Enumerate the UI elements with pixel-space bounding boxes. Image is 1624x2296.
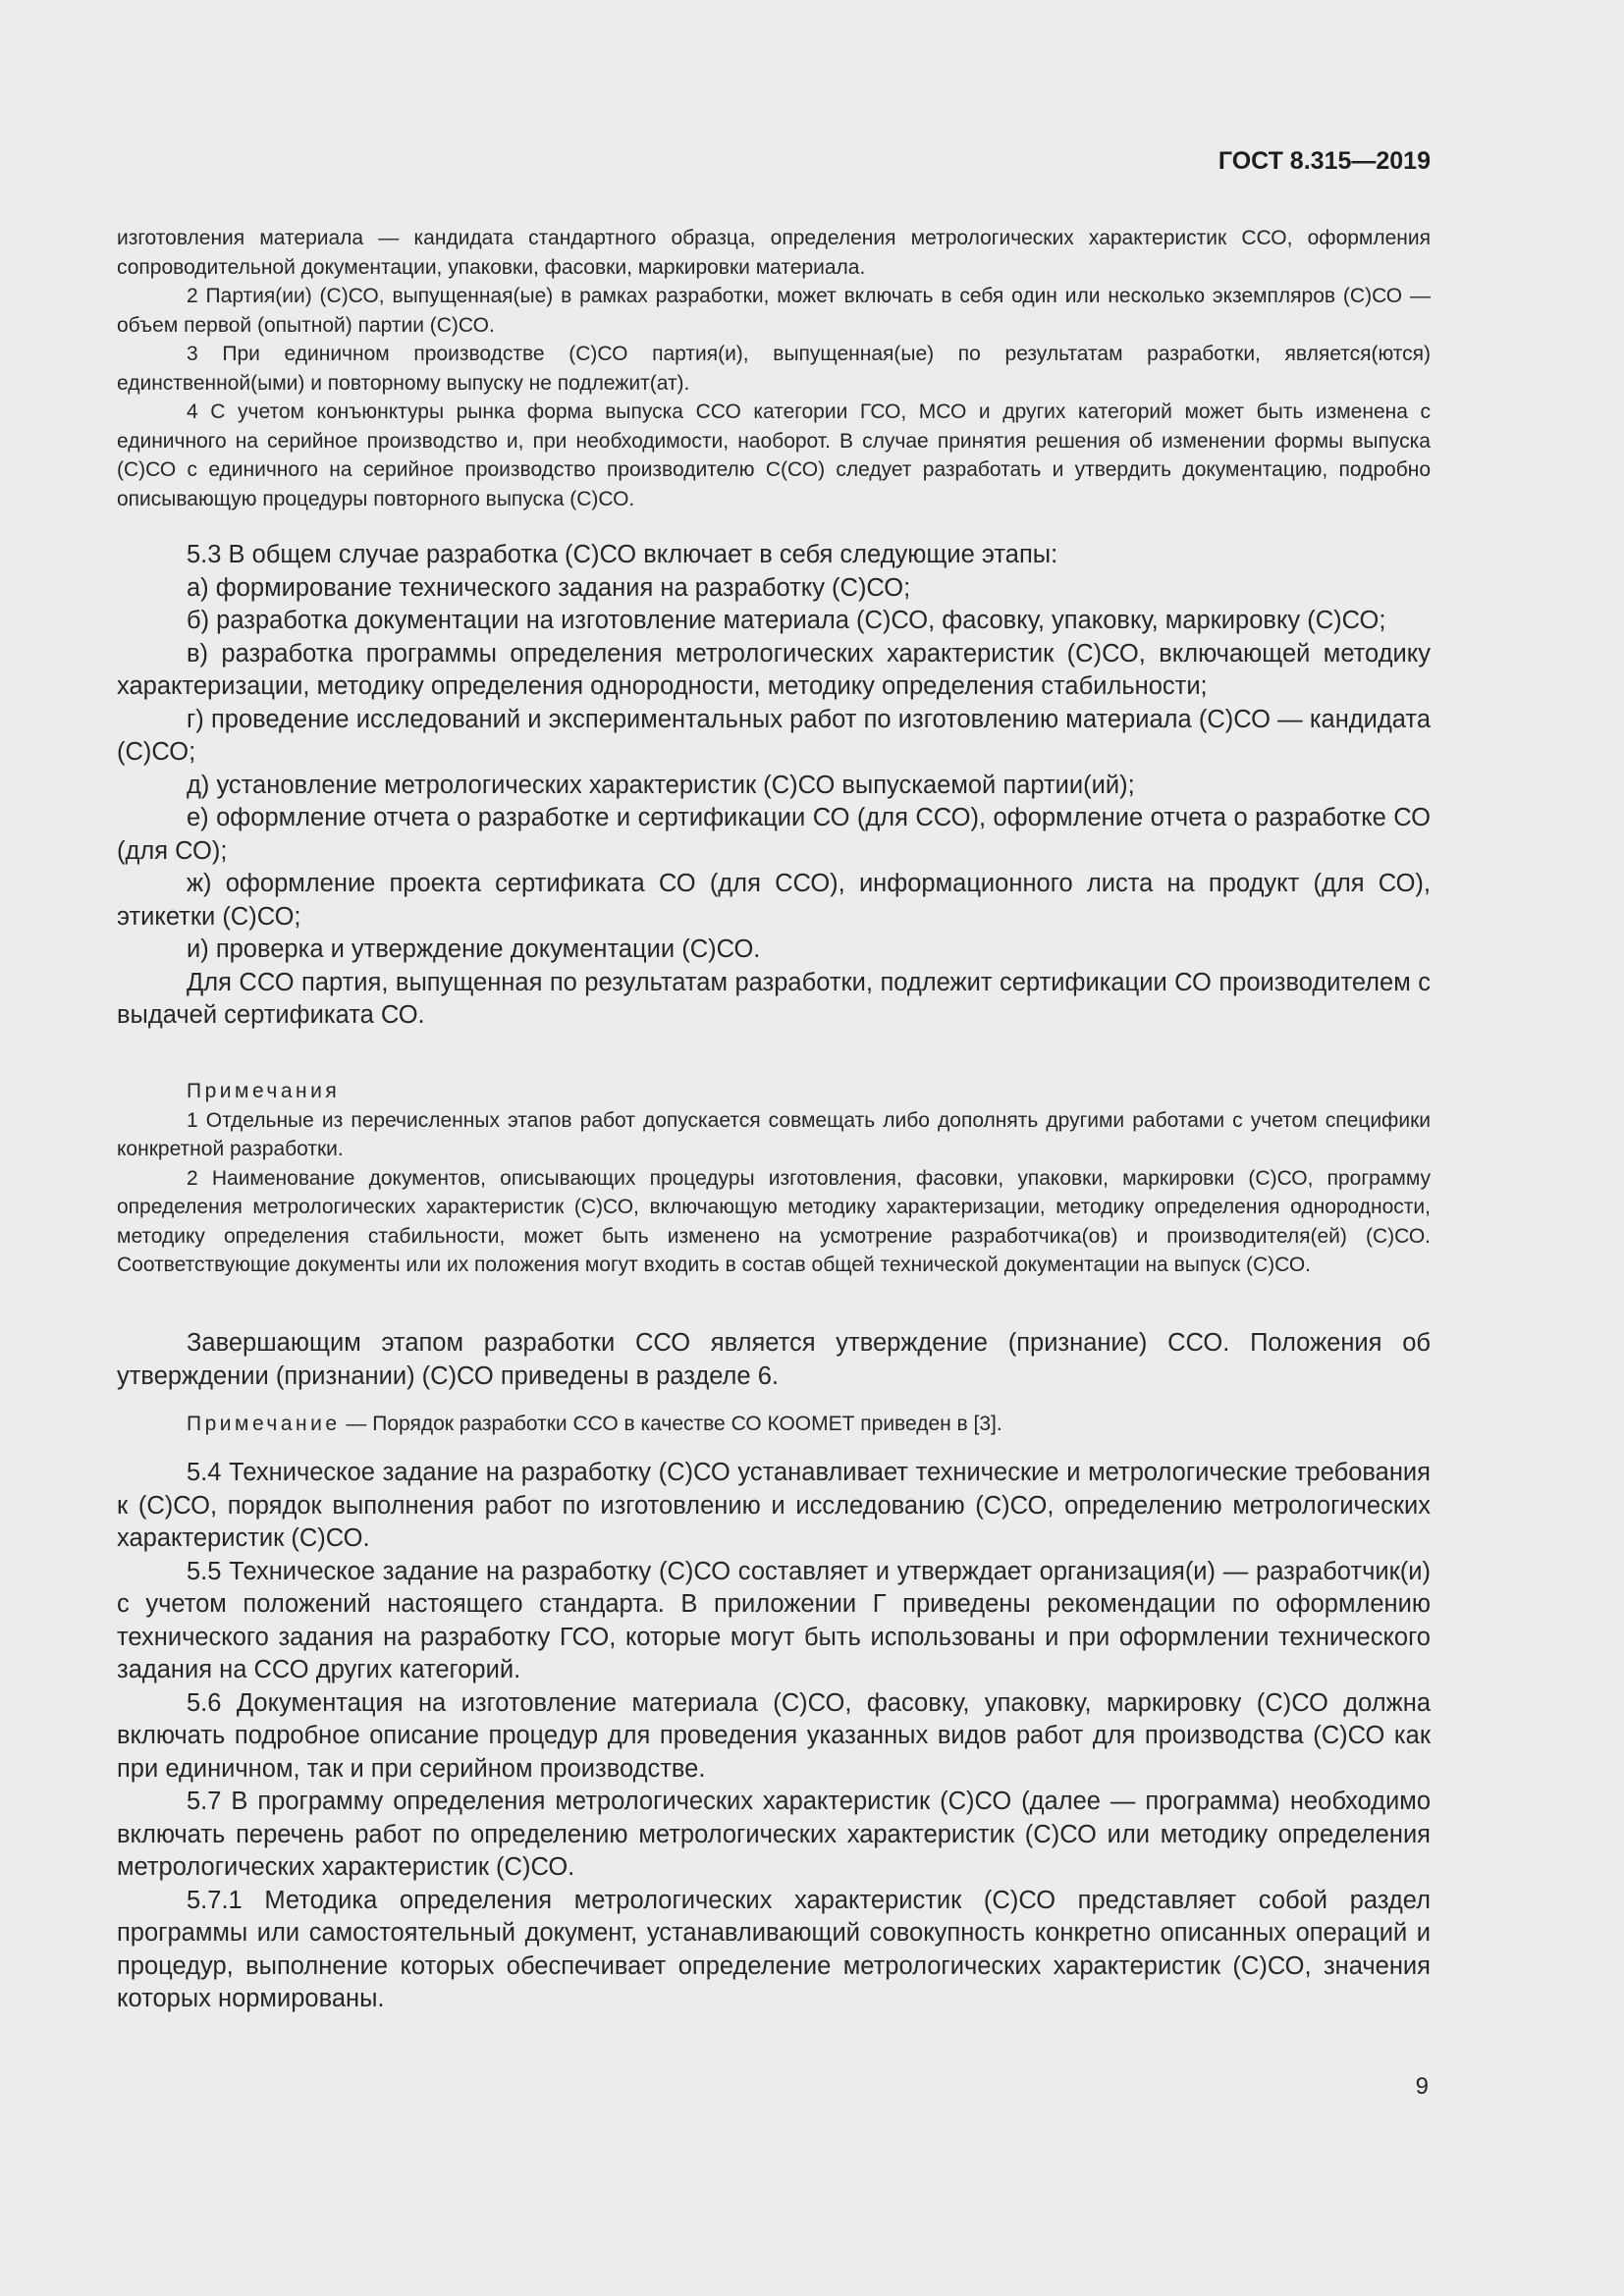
- note-label: Примечание: [187, 1413, 341, 1435]
- list-item: в) разработка программы определения метрологических характеристик (С)СО, включающей методику характеризации, методику определения однородности, методику определения стабильности;: [117, 639, 1431, 700]
- paragraph: 5.3 В общем случае разработка (С)СО включает в себя следующие этапы:: [187, 541, 1058, 568]
- conclusion-paragraph: [117, 1327, 1431, 1393]
- list-item: ж) оформление проекта сертификата СО (для ССО), информационного листа на продукт (для СО), этикетки (С)СО;: [117, 870, 1431, 931]
- note-item: 2 Наименование документов, описывающих процедуры изготовления, фасовки, упаковки, маркировки (С)СО, программу определения метрологических характеристик (С)СО, включающую методику характеризации, методику определения однородности, методику определения стабильности, может быть изменено на усмотрение разработчика(ов) и производителя(ей) (С)СО. Соответствующие документы или их положения могут входить в состав общей технической документации на выпуск (С)СО.: [117, 1166, 1431, 1276]
- paragraph: 5.7.1 Методика определения метрологических характеристик (С)СО представляет собой раздел программы или самостоятельный документ, устанавливающий совокупность конкретно описанных операций и процедур, выполнение которых обеспечивает определение метрологических характеристик (С)СО, значения которых нормированы.: [117, 1886, 1431, 2012]
- note-item: 1 Отдельные из перечисленных этапов работ допускается совмещать либо дополнять другими работами с учетом специфики конкретной разработки.: [117, 1108, 1431, 1160]
- paragraph: Завершающим этапом разработки ССО является утверждение (признание) ССО. Положения об утверждении (признании) (С)СО приведены в разделе 6.: [117, 1329, 1431, 1390]
- notes-block: [117, 1077, 1431, 1280]
- list-item: е) оформление отчета о разработке и сертификации СО (для ССО), оформление отчета о разработке СО (для СО);: [117, 804, 1431, 865]
- note-koomet: [117, 1410, 1431, 1439]
- paragraph: 5.4 Техническое задание на разработку (С)СО устанавливает технические и метрологические требования к (С)СО, порядок выполнения работ по изготовлению и исследованию (С)СО, определению метрологических характеристик (С)СО.: [117, 1459, 1431, 1552]
- paragraph: 5.5 Техническое задание на разработку (С)СО составляет и утверждает организация(и) — разработчик(и) с учетом положений настоящего стандарта. В приложении Г приведены рекомендации по оформлению технического задания на разработку ГСО, которые могут быть использованы и при оформлении технического задания на ССО других категорий.: [117, 1557, 1431, 1683]
- list-item: и) проверка и утверждение документации (С)СО.: [187, 935, 761, 963]
- paragraph: 5.7 В программу определения метрологических характеристик (С)СО (далее — программа) необходимо включать перечень работ по определению метрологических характеристик (С)СО или методику определения метрологических характеристик (С)СО.: [117, 1788, 1431, 1881]
- paragraph: изготовления материала — кандидата стандартного образца, определения метрологических характеристик ССО, оформления сопроводительной документации, упаковки, фасовки, маркировки материала.: [117, 227, 1431, 279]
- paragraph: 5.6 Документация на изготовление материала (С)СО, фасовку, упаковку, маркировку (С)СО должна включать подробное описание процедур для проведения указанных видов работ для производства (С)СО как при единичном, так и при серийном производстве.: [117, 1688, 1431, 1783]
- note-item: 2 Партия(ии) (С)СО, выпущенная(ые) в рамках разработки, может включать в себя один или несколько экземпляров (С)СО — объем первой (опытной) партии (С)СО.: [117, 285, 1431, 337]
- note-item: 3 При единичном производстве (С)СО партия(и), выпущенная(ые) по результатам разработки, является(ются) единственной(ыми) и повторному выпуску не подлежит(ат).: [117, 343, 1431, 395]
- list-item: д) установление метрологических характеристик (С)СО выпускаемой партии(ий);: [187, 771, 1135, 799]
- note-text: — Порядок разработки ССО в качестве СО КООМЕТ приведен в [3].: [340, 1413, 1002, 1435]
- list-item: г) проведение исследований и экспериментальных работ по изготовлению материала (С)СО — кандидата (С)СО;: [117, 705, 1431, 766]
- section-5-3: [117, 539, 1431, 1033]
- list-item: б) разработка документации на изготовление материала (С)СО, фасовку, упаковку, маркировку (С)СО;: [187, 607, 1386, 634]
- paragraph: Для ССО партия, выпущенная по результатам разработки, подлежит сертификации СО производителем с выдачей сертификата СО.: [117, 968, 1431, 1029]
- note-item: 4 С учетом конъюнктуры рынка форма выпуска ССО категории ГСО, МСО и других категорий может быть изменена с единичного на серийное производство и, при необходимости, наоборот. В случае принятия решения об изменении формы выпуска (С)СО с единичного на серийное производство производителю С(СО) следует разработать и утвердить документацию, подробно описывающую процедуры повторного выпуска (С)СО.: [117, 400, 1431, 510]
- page-number: 9: [1415, 2073, 1429, 2100]
- sections-5-4-to-5-7-1: [117, 1457, 1431, 2016]
- document-code-header: ГОСТ 8.315—2019: [1218, 147, 1431, 175]
- notes-continuation-block: [117, 224, 1431, 513]
- notes-heading: Примечания: [187, 1080, 341, 1102]
- list-item: а) формирование технического задания на разработку (С)СО;: [187, 573, 911, 602]
